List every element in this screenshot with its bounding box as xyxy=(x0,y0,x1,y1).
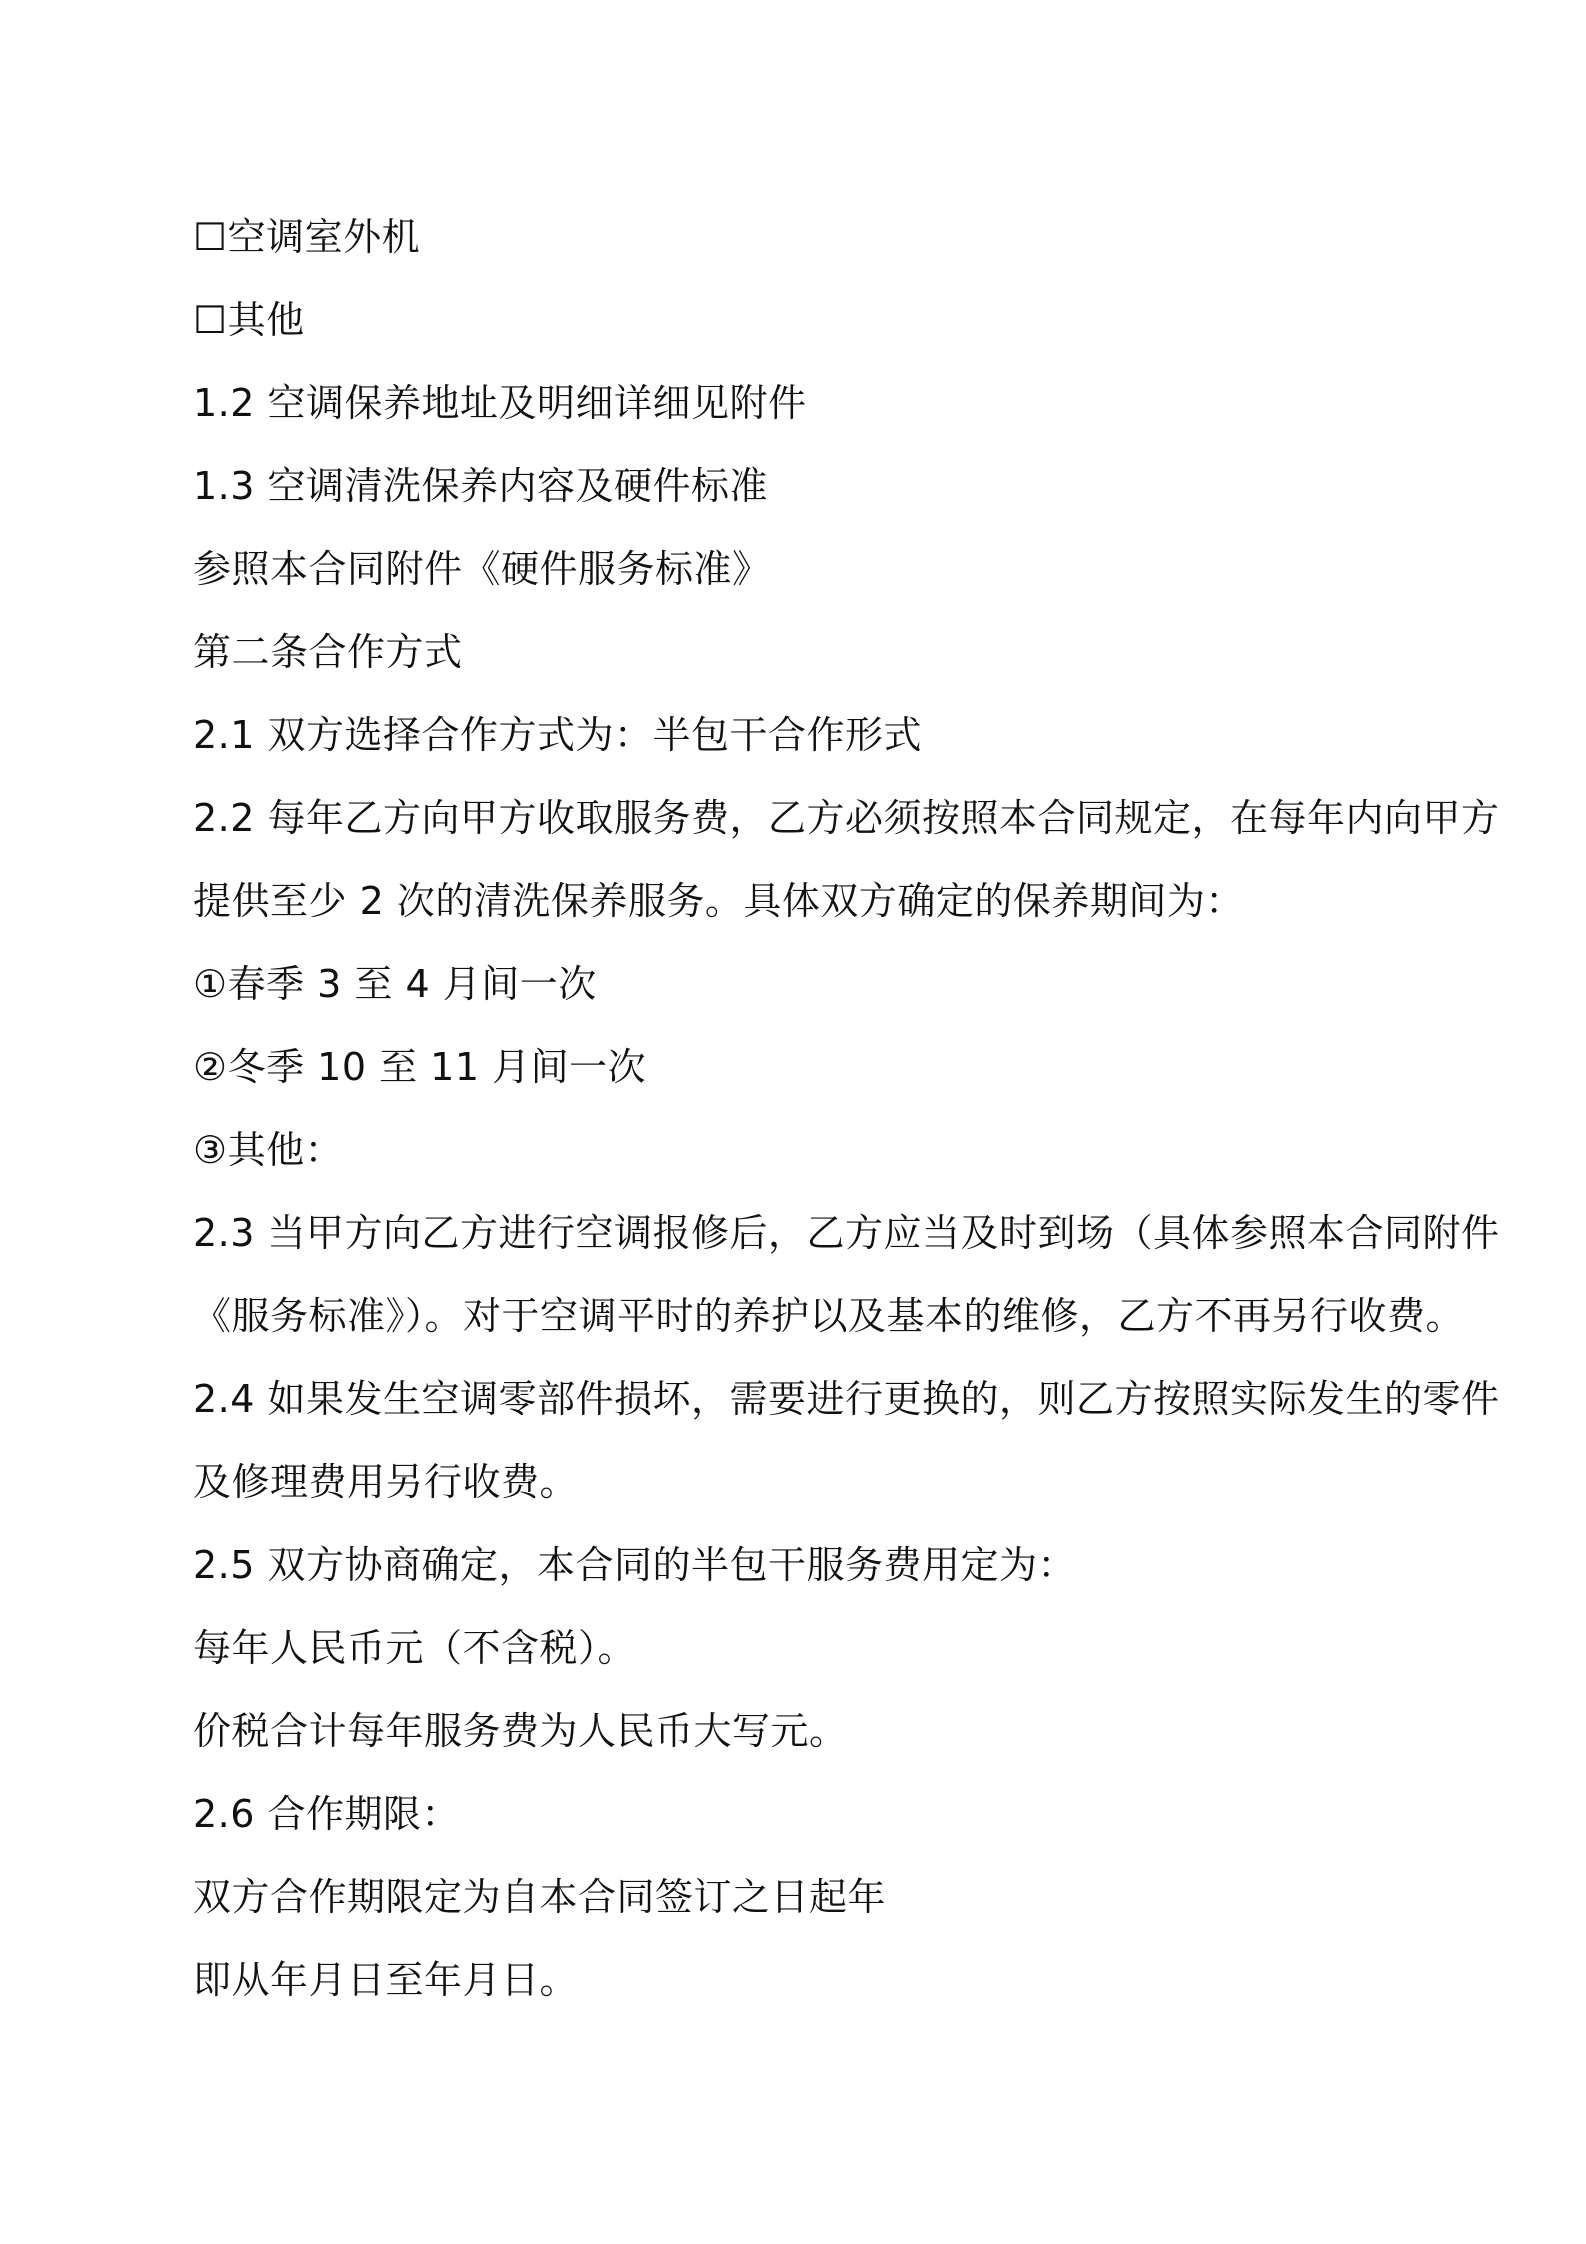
document-body xyxy=(193,196,1500,2022)
clause-2-1: 2.1 双方选择合作方式为：半包干合作形式 xyxy=(193,713,923,757)
term-dates: 即从年月日至年月日。 xyxy=(193,1958,579,2002)
clause-2-2: 2.2 每年乙方向甲方收取服务费，乙方必须按照本合同规定，在每年内向甲方 xyxy=(193,796,1500,840)
clause-1-2: 1.2 空调保养地址及明细详细见附件 xyxy=(193,381,807,425)
clause-2-2-cont: 提供至少 2 次的清洗保养服务。具体双方确定的保养期间为： xyxy=(193,879,1244,923)
schedule-item-winter: ②冬季 10 至 11 月间一次 xyxy=(193,1045,647,1089)
fee-excl-tax: 每年人民币元（不含税）。 xyxy=(193,1626,637,1670)
clause-2-4: 2.4 如果发生空调零部件损坏，需要进行更换的，则乙方按照实际发生的零件 xyxy=(193,1377,1500,1421)
term-duration: 双方合作期限定为自本合同签订之日起年 xyxy=(193,1875,887,1919)
checkbox-item-outdoor-unit: ☐空调室外机 xyxy=(193,215,421,259)
fee-incl-tax: 价税合计每年服务费为人民币大写元。 xyxy=(193,1709,848,1753)
clause-1-3-text: 参照本合同附件《硬件服务标准》 xyxy=(193,547,771,591)
clause-2-3-cont: 《服务标准》）。对于空调平时的养护以及基本的维修，乙方不再另行收费。 xyxy=(193,1294,1465,1338)
clause-1-3: 1.3 空调清洗保养内容及硬件标准 xyxy=(193,464,769,508)
schedule-item-spring: ①春季 3 至 4 月间一次 xyxy=(193,962,597,1006)
clause-2-5: 2.5 双方协商确定，本合同的半包干服务费用定为： xyxy=(193,1543,1077,1587)
clause-2-4-cont: 及修理费用另行收费。 xyxy=(193,1460,579,1504)
schedule-item-other: ③其他： xyxy=(193,1128,344,1172)
clause-2-6: 2.6 合作期限： xyxy=(193,1792,461,1836)
article-2-heading: 第二条合作方式 xyxy=(193,630,463,674)
checkbox-item-other: ☐其他 xyxy=(193,298,305,342)
clause-2-3: 2.3 当甲方向乙方进行空调报修后，乙方应当及时到场（具体参照本合同附件 xyxy=(193,1211,1500,1255)
